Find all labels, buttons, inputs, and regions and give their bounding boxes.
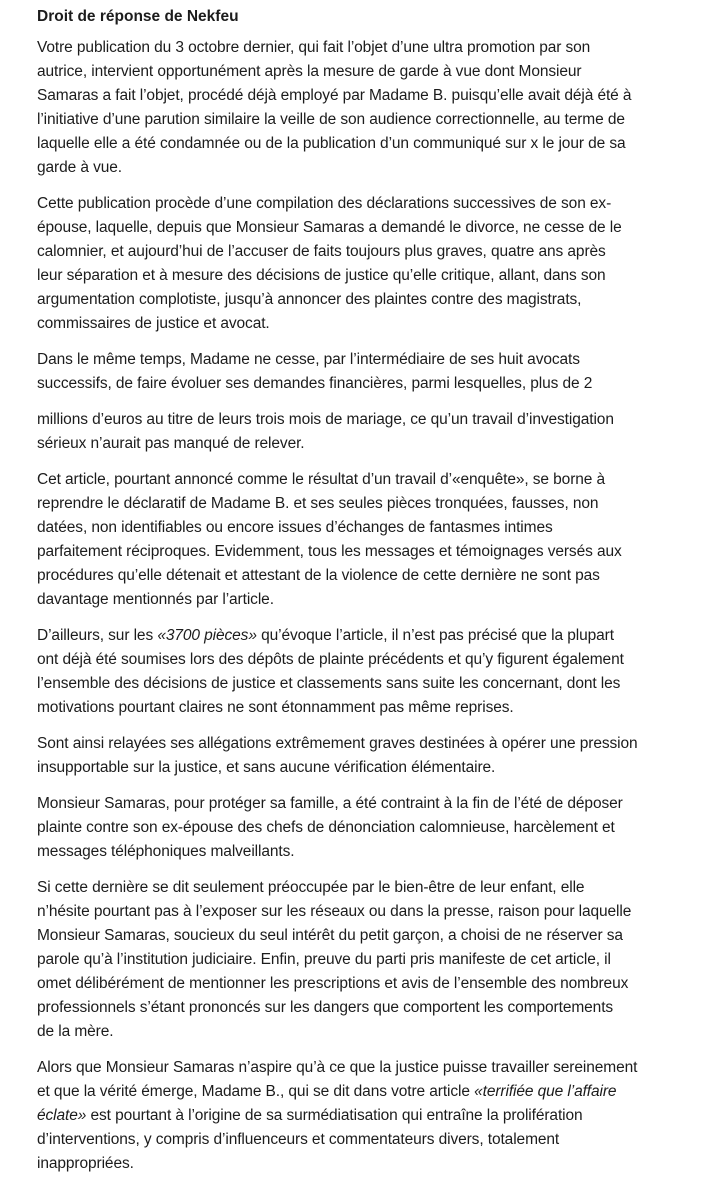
text-line: parole qu’à l’institution judiciaire. Enfin, preuve du parti pris manifeste de cet article, il [37,951,611,968]
text-line: ont déjà été soumises lors des dépôts de plainte précédents et qu’y figurent également [37,651,624,668]
paragraph [37,732,705,780]
text-line: successifs, de faire évoluer ses demandes financières, parmi lesquelles, plus de 2 [37,375,593,392]
text-line: Dans le même temps, Madame ne cesse, par l’intermédiaire de ses huit avocats [37,351,580,368]
text-span: D’ailleurs, sur les [37,627,158,644]
text-line: insupportable sur la justice, et sans aucune vérification élémentaire. [37,759,496,776]
text-line [37,1104,705,1128]
text-line: sérieux n’aurait pas manqué de relever. [37,435,305,452]
quoted-italic-text: éclate» [37,1107,87,1124]
paragraph [37,348,705,456]
text-line: épouse, laquelle, depuis que Monsieur Samaras a demandé le divorce, ne cesse de le [37,219,622,236]
text-line: parfaitement réciproques. Evidemment, tous les messages et témoignages versés aux [37,543,622,560]
text-line: n’hésite pourtant pas à l’exposer sur les réseaux ou dans la presse, raison pour laquelle [37,903,632,920]
text-line: garde à vue. [37,159,122,176]
document [37,6,705,1188]
paragraph [37,468,705,612]
text-line: Samaras a fait l’objet, procédé déjà employé par Madame B. puisqu’elle avait déjà été à [37,87,632,104]
text-line: de la mère. [37,1023,114,1040]
document-title: Droit de réponse de Nekfeu [37,8,239,25]
text-line: Cette publication procède d’une compilation des déclarations successives de son ex- [37,195,612,212]
text-line: autrice, intervient opportunément après la mesure de garde à vue dont Monsieur [37,63,582,80]
paragraph [37,792,705,864]
text-line: professionnels s’étant prononcés sur les dangers que comportent les comportements [37,999,614,1016]
text-line [37,1080,705,1104]
text-line: inappropriées. [37,1155,134,1172]
text-line: Alors que Monsieur Samaras n’aspire qu’à ce que la justice puisse travailler sereinement [37,1059,638,1076]
paragraph [37,36,705,180]
paragraph [37,624,705,720]
text-line: messages téléphoniques malveillants. [37,843,295,860]
text-line: Sont ainsi relayées ses allégations extrêmement graves destinées à opérer une pression [37,735,638,752]
text-line: omet délibérément de mentionner les prescriptions et avis de l’ensemble des nombreux [37,975,629,992]
text-span: et que la vérité émerge, Madame B., qui se dit dans votre article [37,1083,475,1100]
text-span: qu’évoque l’article, il n’est pas précisé que la plupart [256,627,614,644]
text-line: Monsieur Samaras, pour protéger sa famille, a été contraint à la fin de l’été de déposer [37,795,623,812]
text-line: d’interventions, y compris d’influenceurs et commentateurs divers, totalement [37,1131,560,1148]
text-line [37,624,705,648]
text-line: commissaires de justice et avocat. [37,315,270,332]
text-line: leur séparation et à mesure des décisions de justice qu’elle critique, allant, dans son [37,267,606,284]
text-line: datées, non identifiables ou encore issues d’échanges de fantasmes intimes [37,519,553,536]
text-line: Monsieur Samaras, soucieux du seul intérêt du petit garçon, a choisi de ne réserver sa [37,927,623,944]
text-line: laquelle elle a été condamnée ou de la publication d’un communiqué sur x le jour de sa [37,135,626,152]
text-line: millions d’euros au titre de leurs trois mois de mariage, ce qu’un travail d’investigation [37,411,614,428]
text-line: reprendre le déclaratif de Madame B. et ses seules pièces tronquées, fausses, non [37,495,599,512]
paragraph [37,876,705,1044]
text-line: motivations pourtant claires ne sont étonnamment pas même reprises. [37,699,514,716]
text-line: argumentation complotiste, jusqu’à annoncer des plaintes contre des magistrats, [37,291,582,308]
text-line: Cet article, pourtant annoncé comme le résultat d’un travail d’«enquête», se borne à [37,471,606,488]
text-line: l’ensemble des décisions de justice et classements sans suite les concernant, dont les [37,675,621,692]
text-line: Si cette dernière se dit seulement préoccupée par le bien-être de leur enfant, elle [37,879,585,896]
text-line: davantage mentionnés par l’article. [37,591,274,608]
text-line: calomnier, et aujourd’hui de l’accuser de faits toujours plus graves, quatre ans après [37,243,606,260]
paragraph [37,1056,705,1176]
text-line: procédures qu’elle détenait et attestant de la violence de cette dernière ne sont pas [37,567,600,584]
quoted-italic-text: «terrifiée que l’affaire [474,1083,617,1100]
text-line: Votre publication du 3 octobre dernier, qui fait l’objet d’une ultra promotion par son [37,39,591,56]
text-line: plainte contre son ex-épouse des chefs de dénonciation calomnieuse, harcèlement et [37,819,615,836]
text-line: l’initiative d’une parution similaire la veille de son audience correctionnelle, au terme de [37,111,625,128]
quoted-italic-text: «3700 pièces» [157,627,257,644]
paragraph [37,192,705,336]
text-span: est pourtant à l’origine de sa surmédiatisation qui entraîne la prolifération [86,1107,583,1124]
